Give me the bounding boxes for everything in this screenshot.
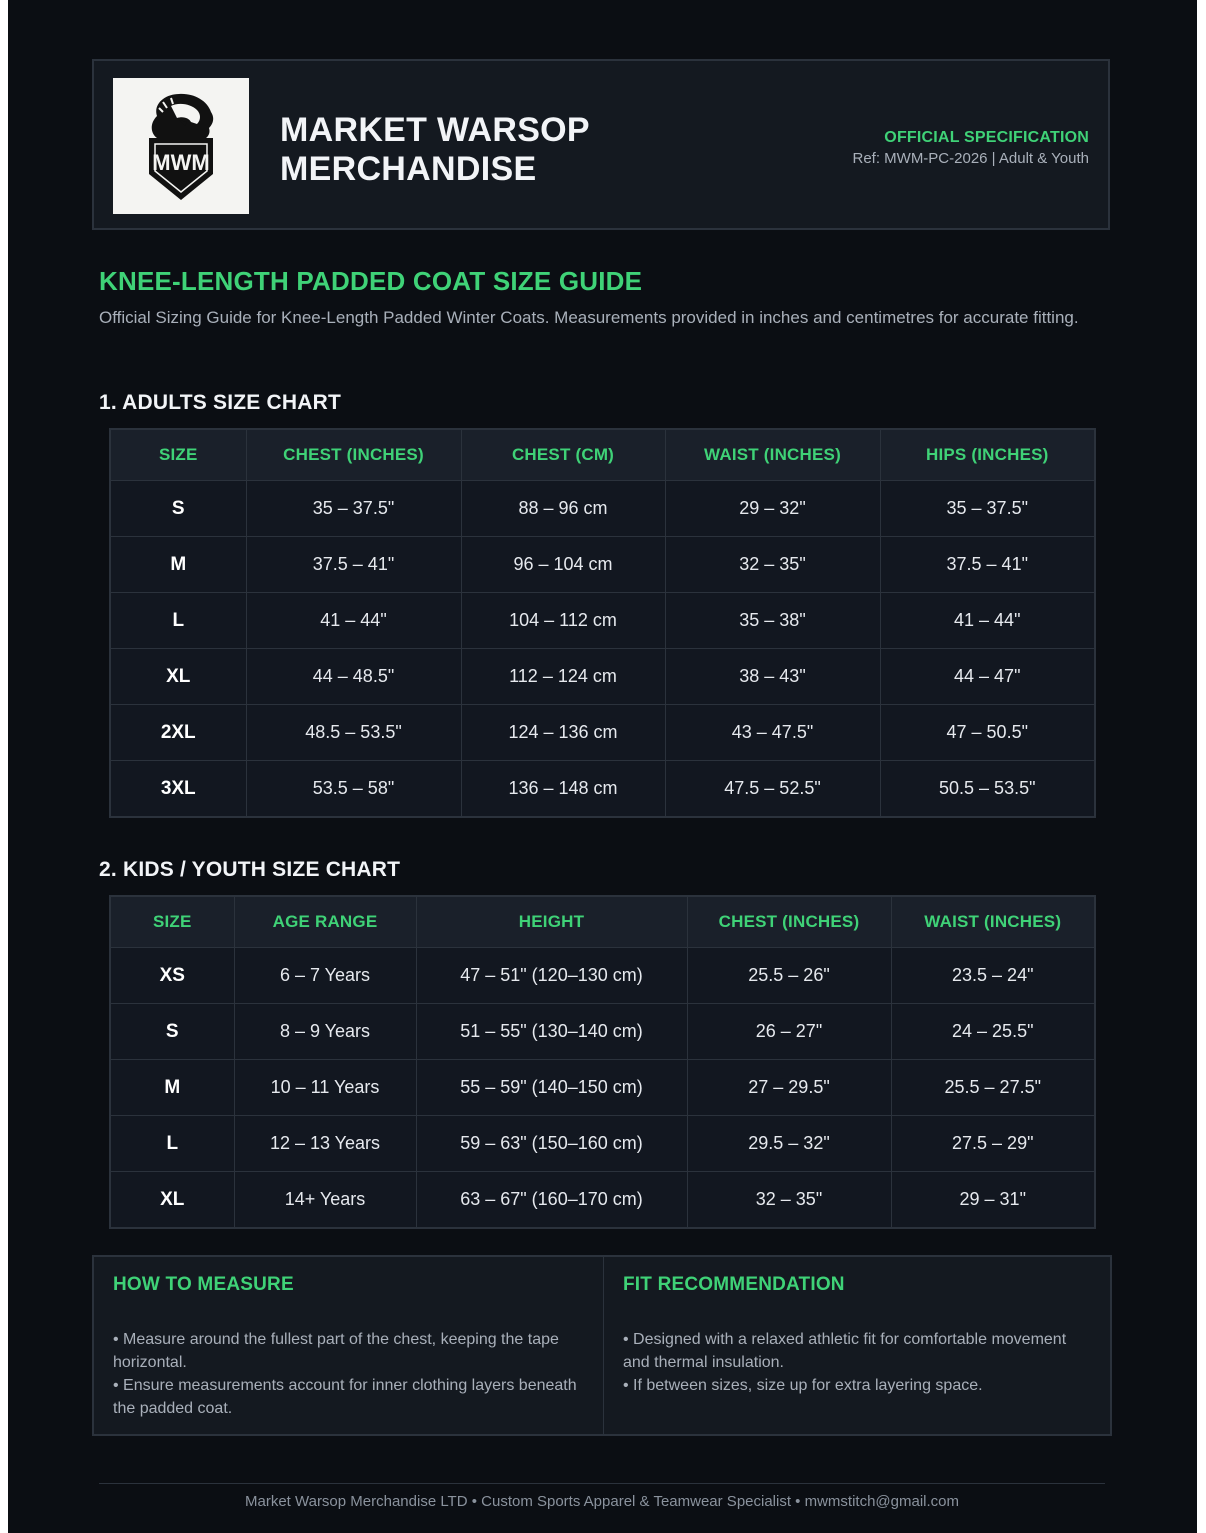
size-cell: M [110,537,246,593]
table-cell: 53.5 – 58" [246,761,461,818]
table-row [110,481,1095,537]
table-cell: 41 – 44" [880,593,1095,649]
size-cell: L [110,593,246,649]
how-to-measure-item-2: • Ensure measurements account for inner clothing layers beneath the padded coat. [113,1377,577,1417]
table-row [110,705,1095,761]
size-cell: S [110,1004,234,1060]
table-cell: 6 – 7 Years [234,948,416,1004]
table-row [110,537,1095,593]
size-cell: XL [110,649,246,705]
table-cell: 35 – 37.5" [246,481,461,537]
column-header: SIZE [110,429,246,481]
adults-heading: 1. ADULTS SIZE CHART [99,391,342,414]
table-cell: 23.5 – 24" [891,948,1095,1004]
size-cell: L [110,1116,234,1172]
fit-recommendation-section [604,1257,1110,1434]
table-cell: 51 – 55" (130–140 cm) [416,1004,687,1060]
table-cell: 63 – 67" (160–170 cm) [416,1172,687,1229]
table-cell: 96 – 104 cm [461,537,665,593]
table-cell: 35 – 37.5" [880,481,1095,537]
kids-size-table [109,895,1096,1229]
table-cell: 59 – 63" (150–160 cm) [416,1116,687,1172]
table-cell: 26 – 27" [687,1004,891,1060]
size-cell: 3XL [110,761,246,818]
brand-line-1: MARKET WARSOP [280,111,590,149]
info-panel [92,1255,1112,1436]
table-cell: 41 – 44" [246,593,461,649]
how-to-measure-item-1: • Measure around the fullest part of the chest, keeping the tape horizontal. [113,1331,559,1371]
fit-item-2: • If between sizes, size up for extra layering space. [623,1377,983,1394]
lion-shield-icon [113,78,249,214]
kids-heading: 2. KIDS / YOUTH SIZE CHART [99,858,401,881]
column-header: WAIST (INCHES) [891,896,1095,948]
footer-divider [99,1483,1105,1484]
table-cell: 24 – 25.5" [891,1004,1095,1060]
table-cell: 112 – 124 cm [461,649,665,705]
table-cell: 29 – 31" [891,1172,1095,1229]
logo-text: MWM [152,150,210,175]
table-row [110,1116,1095,1172]
table-header-row [110,429,1095,481]
table-cell: 48.5 – 53.5" [246,705,461,761]
table-row [110,948,1095,1004]
how-to-measure-section [94,1257,604,1434]
column-header: AGE RANGE [234,896,416,948]
spec-title: OFFICIAL SPECIFICATION [884,129,1089,146]
column-header: CHEST (INCHES) [246,429,461,481]
table-header-row [110,896,1095,948]
header-panel [92,59,1110,230]
adults-size-table [109,428,1096,818]
brand-name [280,111,680,189]
table-cell: 124 – 136 cm [461,705,665,761]
footer-text: Market Warsop Merchandise LTD • Custom Sports Apparel & Teamwear Specialist • mwmstitch@gmail.com [244,1493,960,1510]
size-cell: XS [110,948,234,1004]
table-cell: 44 – 47" [880,649,1095,705]
size-cell: S [110,481,246,537]
table-cell: 25.5 – 27.5" [891,1060,1095,1116]
table-cell: 10 – 11 Years [234,1060,416,1116]
page [8,0,1197,1533]
table-row [110,1060,1095,1116]
table-cell: 32 – 35" [687,1172,891,1229]
column-header: SIZE [110,896,234,948]
table-cell: 55 – 59" (140–150 cm) [416,1060,687,1116]
table-cell: 43 – 47.5" [665,705,880,761]
how-to-measure-title: HOW TO MEASURE [113,1274,294,1295]
table-cell: 14+ Years [234,1172,416,1229]
table-cell: 12 – 13 Years [234,1116,416,1172]
column-header: HEIGHT [416,896,687,948]
table-cell: 50.5 – 53.5" [880,761,1095,818]
table-cell: 35 – 38" [665,593,880,649]
brand-line-2: MERCHANDISE [280,150,537,188]
column-header: HIPS (INCHES) [880,429,1095,481]
fit-recommendation-title: FIT RECOMMENDATION [623,1274,845,1295]
table-cell: 47 – 51" (120–130 cm) [416,948,687,1004]
size-cell: 2XL [110,705,246,761]
fit-recommendation-body [623,1328,1093,1397]
size-cell: M [110,1060,234,1116]
table-cell: 32 – 35" [665,537,880,593]
table-cell: 104 – 112 cm [461,593,665,649]
table-cell: 27 – 29.5" [687,1060,891,1116]
fit-item-1: • Designed with a relaxed athletic fit for comfortable movement and thermal insulation. [623,1331,1067,1371]
how-to-measure-body [113,1328,583,1420]
table-cell: 37.5 – 41" [880,537,1095,593]
spec-block [852,129,1089,167]
table-cell: 47 – 50.5" [880,705,1095,761]
column-header: CHEST (CM) [461,429,665,481]
table-cell: 88 – 96 cm [461,481,665,537]
table-cell: 29.5 – 32" [687,1116,891,1172]
spec-ref: Ref: MWM-PC-2026 | Adult & Youth [852,150,1089,167]
table-cell: 25.5 – 26" [687,948,891,1004]
table-row [110,1172,1095,1229]
size-cell: XL [110,1172,234,1229]
column-header: WAIST (INCHES) [665,429,880,481]
table-cell: 29 – 32" [665,481,880,537]
table-cell: 27.5 – 29" [891,1116,1095,1172]
column-header: CHEST (INCHES) [687,896,891,948]
brand-logo [113,78,249,214]
table-cell: 44 – 48.5" [246,649,461,705]
table-cell: 38 – 43" [665,649,880,705]
table-cell: 8 – 9 Years [234,1004,416,1060]
table-row [110,1004,1095,1060]
table-row [110,593,1095,649]
table-cell: 136 – 148 cm [461,761,665,818]
table-cell: 47.5 – 52.5" [665,761,880,818]
table-row [110,761,1095,818]
page-subtitle: Official Sizing Guide for Knee-Length Padded Winter Coats. Measurements provided in inches and centimetres for accurate fitting. [99,308,1079,327]
table-cell: 37.5 – 41" [246,537,461,593]
page-title: KNEE-LENGTH PADDED COAT SIZE GUIDE [99,266,643,296]
table-row [110,649,1095,705]
